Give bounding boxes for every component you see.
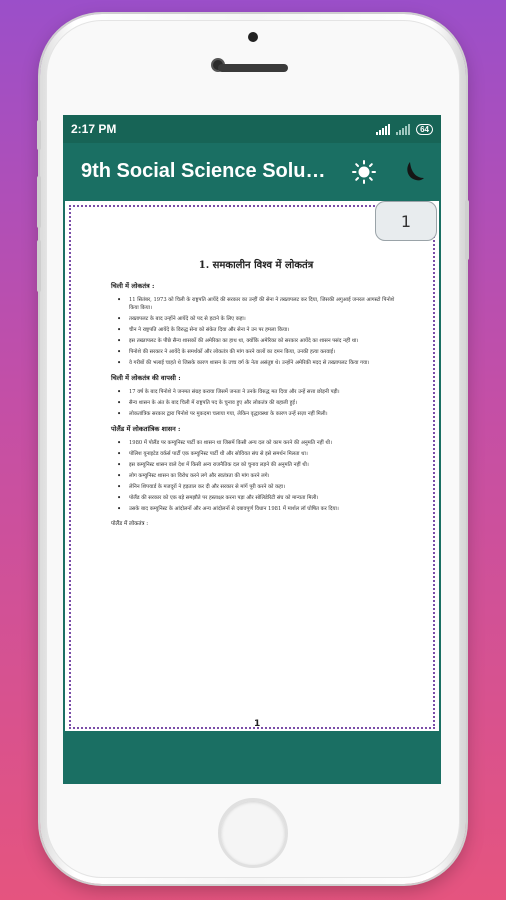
list-item: • चीन ने राष्ट्रपति आयेंदे के विरुद्ध सेना को संकेत दिया और सेना ने उन पर हमला किया। bbox=[117, 326, 403, 334]
home-button[interactable] bbox=[218, 798, 288, 868]
section-heading: पोलैंड में लोकतांत्रिक शासन : bbox=[111, 425, 181, 433]
list-item: • वे गरीबों की भलाई चाहते थे जिसके कारण शासन के उच्च वर्ग के नेता असंतुष्ट थे। उन्होंने अमेरिकी मदद से तख्तापलट किया गया। bbox=[117, 359, 403, 367]
doc-page-number: 1 bbox=[254, 719, 261, 729]
volume-down-button bbox=[37, 240, 41, 292]
moon-icon[interactable] bbox=[401, 159, 427, 185]
list-item: • लोग कम्युनिस्ट शासन का विरोध करने लगे और स्वतंत्रता की मांग करने लगे। bbox=[117, 472, 403, 480]
list-item: • उसके बाद कम्युनिस्ट के आंदोलनों और अन्य आंदोलनों से दबावपूर्ण विधान 1981 में मार्शल लॉ घोषित कर दिया। bbox=[117, 505, 403, 513]
list-item: • 17 वर्ष के बाद पिनोशे ने जनमत संग्रह कराया जिसमें जनता ने उनके विरुद्ध मत दिया और उन्हें सत्ता छोड़नी पड़ी। bbox=[117, 388, 403, 396]
page-indicator-badge: 1 bbox=[375, 201, 437, 241]
pdf-page-area[interactable] bbox=[65, 201, 439, 731]
section-list bbox=[109, 439, 403, 513]
doc-title: 1. समकालीन विश्व में लोकतंत्र bbox=[198, 260, 314, 271]
list-item: • 1980 में पोलैंड पर कम्युनिस्ट पार्टी का शासन था जिसमें किसी अन्य दल को काम करने की अनुमति नहीं थी। bbox=[117, 439, 403, 447]
wifi-signal-icon bbox=[396, 124, 410, 135]
mute-switch bbox=[37, 120, 41, 150]
list-item: • इस कम्युनिस्ट शासन वाले देश में किसी अन्य राजनैतिक दल को चुनाव लड़ने की अनुमति नहीं थी। bbox=[117, 461, 403, 469]
cell-signal-icon bbox=[376, 124, 390, 135]
section-heading: चिली में लोकतंत्र की वापसी : bbox=[111, 374, 181, 382]
battery-icon: 64 bbox=[416, 124, 433, 135]
section-list bbox=[109, 296, 403, 367]
earpiece-speaker bbox=[218, 64, 288, 72]
status-bar bbox=[63, 115, 441, 143]
list-item: • लेनिन शिपयार्ड के मजदूरों ने हड़ताल कर दी और सरकार से मांगें पूरी करने को कहा। bbox=[117, 483, 403, 491]
bottom-bar bbox=[63, 733, 441, 784]
list-item: • तख्तापलट के बाद उन्होंने आयेंदे को पद से हटाने के लिए कहा। bbox=[117, 315, 403, 323]
list-item: • पोलैंड की सरकार को एक बड़े समझौते पर हस्ताक्षर करना पड़ा और सोलिडेरिटी संघ को मान्यता मिली। bbox=[117, 494, 403, 502]
phone-screen bbox=[63, 115, 441, 784]
pdf-content bbox=[109, 257, 403, 527]
power-button bbox=[465, 200, 469, 260]
section-heading: चिली में लोकतंत्र : bbox=[111, 282, 155, 290]
list-item: • लोकतांत्रिक सरकार द्वारा पिनोशे पर मुकदमा चलाया गया, लेकिन वृद्धावस्था के कारण उन्हें सज़ा नहीं मिली। bbox=[117, 410, 403, 418]
app-title: 9th Social Science Solu… bbox=[81, 160, 326, 182]
status-time: 2:17 PM bbox=[71, 122, 117, 136]
section-list bbox=[109, 388, 403, 418]
app-bar bbox=[63, 143, 441, 200]
list-item: • सैन्य शासन के अंत के बाद चिली में राष्ट्रपति पद के चुनाव हुए और लोकतंत्र की बहाली हुई। bbox=[117, 399, 403, 407]
pdf-page bbox=[69, 205, 435, 729]
list-item: • पिनोशे की सरकार ने आयेंदे के समर्थकों और लोकतंत्र की मांग करने वालों का दमन किया, उनकी हत्या करवाई। bbox=[117, 348, 403, 356]
list-item: • इस तख्तापलट के पीछे सैन्य शासकों की अमेरिका का हाथ था, क्योंकि अमेरिका को सरकार आयेंदे का शासन पसंद नहीं था। bbox=[117, 337, 403, 345]
status-icons bbox=[376, 124, 433, 135]
list-item: • पोलिश यूनाइटेड वर्कर्स पार्टी एक कम्युनिस्ट पार्टी थी और सोवियत संघ से इसे समर्थन मिलता था। bbox=[117, 450, 403, 458]
front-sensor bbox=[248, 32, 258, 42]
sun-icon[interactable] bbox=[351, 159, 377, 185]
doc-footer-text: पोलैंड में लोकतंत्र : bbox=[111, 521, 149, 527]
list-item: • 11 सितंबर, 1973 को चिली के राष्ट्रपति आयेंदे की सरकार का उन्हीं की सेना ने तख्तापलट कर दिया, जिसकी अगुआई जनरल आगस्टो पिनोशे किया किया। bbox=[117, 296, 403, 312]
volume-up-button bbox=[37, 176, 41, 228]
